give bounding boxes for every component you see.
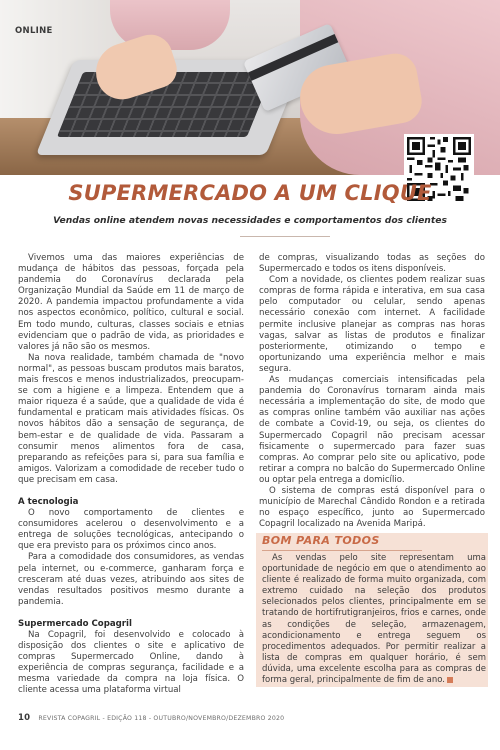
article-column-right: [259, 253, 485, 530]
section-subheading: A tecnologia: [18, 496, 79, 507]
section-subheading: Supermercado Copagril: [18, 618, 132, 629]
paragraph: Vivemos uma das maiores experiências de mudança de hábitos das pessoas, forçada pela pandemia do Coronavírus declarada pela Organização Mundial da Saúde em 11 de março de 2020. A pandemia impactou profundamente a vida nos aspectos econômico, político, cultural e social. Em todo mundo, culturas, classes sociais e etnias evidenciam que o padrão de vida, as prioridades e valores já não são os mesmos.: [18, 253, 244, 352]
end-of-article-icon: [447, 677, 453, 683]
paragraph: O novo comportamento de clientes e consumidores acelerou o desenvolvimento e a entrega de soluções tecnológicas, antecipando o que era previsto para os próximos cinco anos.: [18, 508, 244, 552]
paragraph: de compras, visualizando todas as seções do Supermercado e todos os itens disponíveis.: [259, 253, 485, 275]
article-column-left: [18, 253, 244, 697]
section-tag: ONLINE: [15, 26, 53, 36]
paragraph: Na nova realidade, também chamada de "novo normal", as pessoas buscam produtos mais baratos, mais frescos e menos industrializados, preocupam-se com a higiene e a limpeza. Entendem que a maior riqueza é a saúde, que a qualidade de vida é fundamental e praticam mais atividades físicas. Os novos hábitos dão a sensação de segurança, de bem-estar e de qualidade de vida. Passaram a consumir menos alimentos fora de casa, preparando as refeições para si, para sua família e amigos. Valorizam a comodidade de receber tudo o que precisam em casa.: [18, 352, 244, 485]
paragraph: Para a comodidade dos consumidores, as vendas pela internet, ou e-commerce, ganharam força e cresceram até duas vezes, atribuindo aos sites de vendas resultados positivos mesmo durante a pandemia.: [18, 552, 244, 607]
title-divider: [240, 236, 330, 237]
paragraph: O sistema de compras está disponível para o município de Marechal Cândido Rondon e a retirada no espaço específico, junto ao Supermercado Copagril localizado na Avenida Maripá.: [259, 485, 485, 530]
sidebar-box-title: BOM PARA TODOS: [262, 534, 380, 547]
page-footer: [18, 713, 284, 723]
paragraph: Com a novidade, os clientes podem realizar suas compras de forma rápida e interativa, em sua casa pelo computador ou celular, sendo apenas necessário conexão com internet. A facilidade permite inclusive planejar as compras nas horas vagas, salvar as listas de produtos e finalizar posteriormente, otimizando o tempo e oportunizando uma experiência melhor e mais segura.: [259, 275, 485, 374]
paragraph: Na Copagril, foi desenvolvido e colocado à disposição dos clientes o site e aplicativo de compras Supermercado Online, dando à experiência de compras segurança, facilidade e a mesma variedade da compra na loja física. O cliente acessa uma plataforma virtual: [18, 630, 244, 696]
page-subtitle: Vendas online atendem novas necessidades e comportamentos dos clientes: [53, 215, 447, 226]
sidebar-box-paragraph: As vendas pelo site representam uma oportunidade de negócio em que o atendimento ao cliente é realizado de forma muito organizada, com extremo cuidado na seleção dos produtos selecionados pelos clientes, principalmente em se tratando de hortifrutigranjeiros, frios e carnes, onde as condições de seleção, armazenagem, acondicionamento e entrega seguem os procedimentos adequados. Por permitir realizar a lista de compras em qualquer horário, é sem dúvida, uma excelente escolha para as compras de forma geral, principalmente de fim de ano.: [262, 553, 486, 686]
page-title: SUPERMERCADO A UM CLIQUE: [68, 181, 432, 205]
sidebar-box-text: [262, 553, 486, 686]
page-number: 10: [18, 713, 31, 723]
paragraph: As mudanças comerciais intensificadas pela pandemia do Coronavírus tornaram ainda mais necessária a implementação do site, de modo que as compras online também vão auxiliar nas ações de combate a Covid-19, ou seja, os clientes do Supermercado Copagril não precisam acessar fisicamente o supermercado para fazer suas compras. Ao comprar pelo site ou aplicativo, pode retirar a compra no balcão do Supermercado Online ou optar pela entrega a domicílio.: [259, 375, 485, 485]
publication-info: REVISTA COPAGRIL - EDIÇÃO 118 - OUTUBRO/NOVEMBRO/DEZEMBRO 2020: [38, 715, 285, 722]
sidebar-box-divider: [262, 550, 422, 551]
